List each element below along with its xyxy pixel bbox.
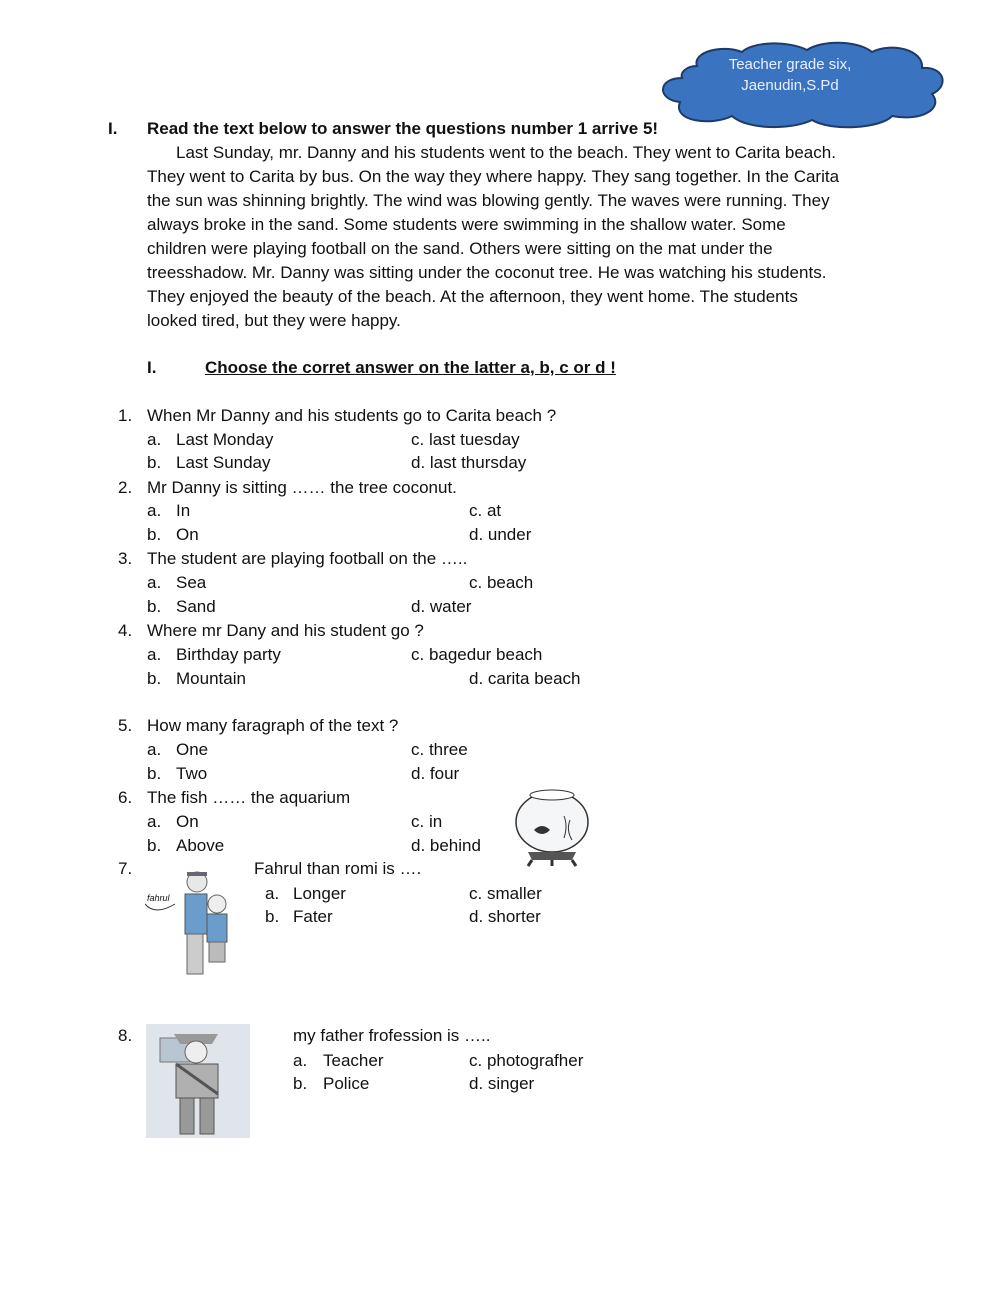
option-b: Mountain xyxy=(176,669,246,688)
option-letter: b. xyxy=(147,836,162,855)
option-d: d. four xyxy=(411,764,460,783)
question-text: Mr Danny is sitting …… the tree coconut. xyxy=(147,478,457,497)
option-letter: a. xyxy=(147,740,162,759)
question-number: 6. xyxy=(118,788,133,807)
option-b: Sand xyxy=(176,597,216,616)
option-d: d. shorter xyxy=(469,907,541,926)
option-a: Longer xyxy=(293,884,346,903)
option-b: Two xyxy=(176,764,208,783)
option-d: d. carita beach xyxy=(469,669,581,688)
option-letter: a. xyxy=(147,501,162,520)
section-heading: Read the text below to answer the questions number 1 arrive 5! xyxy=(147,119,659,138)
option-d: d. behind xyxy=(411,836,481,855)
option-a: One xyxy=(176,740,209,759)
option-c: c. beach xyxy=(469,573,534,592)
question-text: Fahrul than romi is …. xyxy=(254,859,422,878)
option-letter: b. xyxy=(265,907,280,926)
question-text: Where mr Dany and his student go ? xyxy=(147,621,424,640)
passage-line: looked tired, but they were happy. xyxy=(147,311,401,330)
option-letter: b. xyxy=(147,453,162,472)
teacher-badge-text xyxy=(680,54,900,96)
badge-line: Jaenudin,S.Pd xyxy=(741,77,839,94)
option-c: c. at xyxy=(469,501,502,520)
badge-line: Teacher grade six, xyxy=(728,56,852,73)
question-text: How many faragraph of the text ? xyxy=(147,716,399,735)
option-letter: a. xyxy=(293,1051,308,1070)
passage-line: They went to Carita by bus. On the way they where happy. They sang together. In the Carita xyxy=(147,167,840,186)
option-a: Sea xyxy=(176,573,207,592)
option-a: Teacher xyxy=(323,1051,384,1070)
option-c: c. bagedur beach xyxy=(411,645,543,664)
passage-line: children were playing football on the sand. Others were sitting on the mat under the xyxy=(147,239,773,258)
option-d: d. singer xyxy=(469,1074,535,1093)
question-number: 1. xyxy=(118,406,133,425)
option-b: Last Sunday xyxy=(176,453,271,472)
option-b: Fater xyxy=(293,907,333,926)
section-numeral: I. xyxy=(108,119,118,138)
option-letter: b. xyxy=(293,1074,308,1093)
question-number: 2. xyxy=(118,478,133,497)
option-d: d. under xyxy=(469,525,532,544)
option-b: Above xyxy=(176,836,225,855)
question-number: 3. xyxy=(118,549,133,568)
question-number: 8. xyxy=(118,1026,133,1045)
option-letter: a. xyxy=(147,430,162,449)
question-text: The student are playing football on the ….. xyxy=(147,549,468,568)
option-d: d. water xyxy=(411,597,472,616)
passage-line: Last Sunday, mr. Danny and his students went to the beach. They went to Carita beach. xyxy=(176,143,836,162)
option-letter: a. xyxy=(265,884,280,903)
option-a: On xyxy=(176,812,199,831)
option-b: Police xyxy=(323,1074,370,1093)
passage-line: treesshadow. Mr. Danny was sitting under the coconut tree. He was watching his students. xyxy=(147,263,827,282)
passage-line: the sun was shinning brightly. The wind was blowing gently. The waves were running. They xyxy=(147,191,830,210)
question-text: When Mr Danny and his students go to Carita beach ? xyxy=(147,406,557,425)
option-c: c. photografher xyxy=(469,1051,584,1070)
aquarium-fishbowl-image xyxy=(512,786,592,868)
question-number: 5. xyxy=(118,716,133,735)
option-letter: b. xyxy=(147,764,162,783)
option-letter: a. xyxy=(147,573,162,592)
fahrul-label: fahrul xyxy=(147,893,170,903)
question-text: my father frofession is ….. xyxy=(293,1026,491,1045)
option-letter: b. xyxy=(147,669,162,688)
question-text: The fish …… the aquarium xyxy=(147,788,351,807)
option-c: c. last tuesday xyxy=(411,430,520,449)
option-letter: a. xyxy=(147,645,162,664)
passage-line: They enjoyed the beauty of the beach. At the afternoon, they went home. The students xyxy=(147,287,798,306)
police-officer-image xyxy=(146,1024,250,1138)
option-a: Birthday party xyxy=(176,645,281,664)
section-numeral: I. xyxy=(147,358,157,377)
option-letter: a. xyxy=(147,812,162,831)
option-a: In xyxy=(176,501,191,520)
option-c: c. three xyxy=(411,740,468,759)
section-heading: Choose the corret answer on the latter a, b, c or d ! xyxy=(205,358,616,377)
fahrul-romi-image xyxy=(145,864,235,982)
option-c: c. in xyxy=(411,812,443,831)
passage-line: always broke in the sand. Some students were swimming in the shallow water. Some xyxy=(147,215,786,234)
option-letter: b. xyxy=(147,597,162,616)
question-number: 7. xyxy=(118,859,133,878)
question-number: 4. xyxy=(118,621,133,640)
option-b: On xyxy=(176,525,199,544)
option-c: c. smaller xyxy=(469,884,542,903)
option-letter: b. xyxy=(147,525,162,544)
option-d: d. last thursday xyxy=(411,453,527,472)
option-a: Last Monday xyxy=(176,430,274,449)
